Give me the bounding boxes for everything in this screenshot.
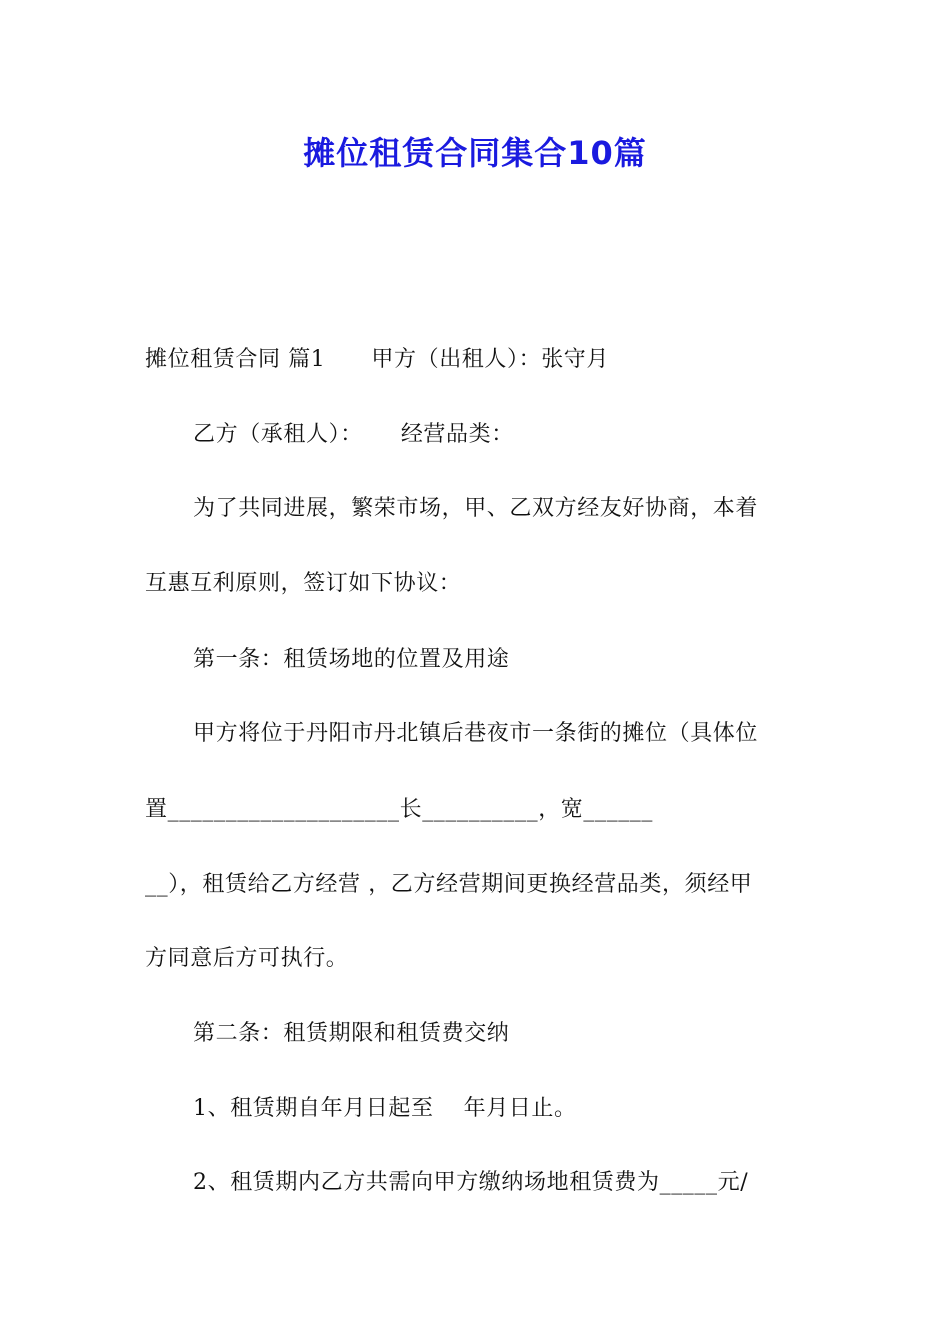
article-one-heading: 第一条：租赁场地的位置及用途 xyxy=(193,647,510,672)
business-category-label: 经营品类： xyxy=(400,422,514,447)
party-a-label: 甲方（出租人）：张守月 xyxy=(371,347,610,372)
article-two-heading: 第二条：租赁期限和租赁费交纳 xyxy=(193,1021,510,1046)
party-b-label: 乙方（承租人）： xyxy=(193,422,363,447)
paragraph-line: 为了共同进展，繁荣市场，甲、乙双方经友好协商，本着 xyxy=(193,496,759,521)
lease-period-start: 1、租赁期自年月日起至 xyxy=(193,1096,434,1121)
paragraph-line: 方同意后方可执行。 xyxy=(145,946,349,971)
lease-period-end: 年月日止。 xyxy=(463,1096,577,1121)
contract-heading-line xyxy=(145,345,609,375)
party-b-line xyxy=(193,420,514,450)
document-title: 摊位租赁合同集合10篇 xyxy=(303,134,647,172)
paragraph-line: 2、租赁期内乙方共需向甲方缴纳场地租赁费为_____元/ xyxy=(193,1170,749,1195)
lease-period-line xyxy=(193,1094,577,1124)
paragraph-line: 置____________________长__________，宽______ xyxy=(145,797,653,822)
paragraph-line: 互惠互利原则，签订如下协议： xyxy=(145,571,462,596)
paragraph-line: 甲方将位于丹阳市丹北镇后巷夜市一条街的摊位（具体位 xyxy=(193,721,759,746)
paragraph-line: __），租赁给乙方经营 ，乙方经营期间更换经营品类，须经甲 xyxy=(145,872,753,897)
contract-heading: 摊位租赁合同 篇1 xyxy=(145,347,326,372)
